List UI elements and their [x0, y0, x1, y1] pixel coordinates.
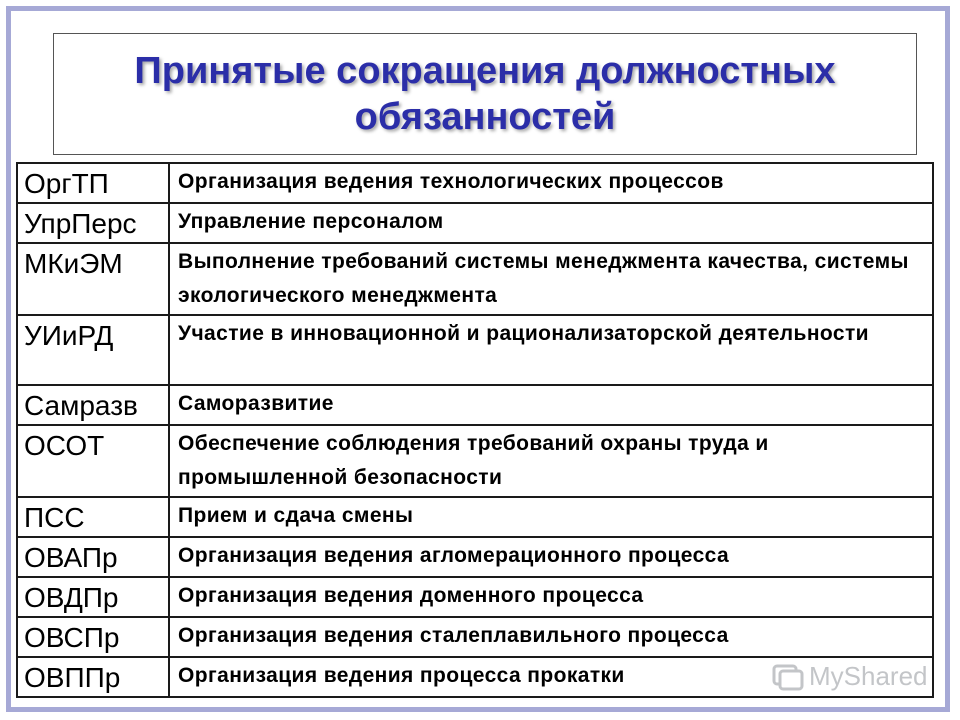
abbreviation-code: ПСС	[17, 497, 169, 537]
abbreviation-description: Организация ведения агломерационного процесса	[169, 537, 933, 577]
watermark	[771, 661, 928, 692]
title-box	[53, 33, 917, 155]
abbreviation-description: Организация ведения сталеплавильного процесса	[169, 617, 933, 657]
abbreviation-description: Саморазвитие	[169, 385, 933, 425]
table-row	[17, 617, 933, 657]
myshared-logo-icon	[771, 662, 805, 692]
abbreviation-code: МКиЭМ	[17, 243, 169, 315]
abbreviations-table	[16, 162, 934, 698]
abbreviation-code: УпрПерс	[17, 203, 169, 243]
abbreviation-description: Организация ведения доменного процесса	[169, 577, 933, 617]
watermark-text: MyShared	[809, 661, 928, 691]
page-title: Принятые сокращения должностных обязанностей	[134, 50, 836, 138]
abbreviation-code: ОВСПр	[17, 617, 169, 657]
abbreviation-code: ОргТП	[17, 163, 169, 203]
abbreviation-code: ОВДПр	[17, 577, 169, 617]
slide-frame	[6, 6, 950, 712]
abbreviation-code: ОВППр	[17, 657, 169, 697]
abbreviation-description: Обеспечение соблюдения требований охраны труда и промышленной безопасности	[169, 425, 933, 497]
abbreviation-description: Участие в инновационной и рационализаторской деятельности	[169, 315, 933, 385]
abbreviation-code: ОВАПр	[17, 537, 169, 577]
abbreviation-description: Выполнение требований системы менеджмента качества, системы экологического менеджмента	[169, 243, 933, 315]
table-row	[17, 315, 933, 385]
abbreviation-code: ОСОТ	[17, 425, 169, 497]
abbreviation-description: Организация ведения процесса прокатки	[169, 657, 933, 697]
abbreviation-description: Организация ведения технологических процессов	[169, 163, 933, 203]
abbreviation-description: Прием и сдача смены	[169, 497, 933, 537]
table-row	[17, 243, 933, 315]
table-row	[17, 203, 933, 243]
abbreviation-code: Самразв	[17, 385, 169, 425]
abbreviation-code: УИиРД	[17, 315, 169, 385]
table-row	[17, 577, 933, 617]
table-row	[17, 385, 933, 425]
table-body	[17, 163, 933, 697]
table-row	[17, 497, 933, 537]
abbreviation-description: Управление персоналом	[169, 203, 933, 243]
table-row	[17, 537, 933, 577]
table-row	[17, 163, 933, 203]
table-row	[17, 425, 933, 497]
